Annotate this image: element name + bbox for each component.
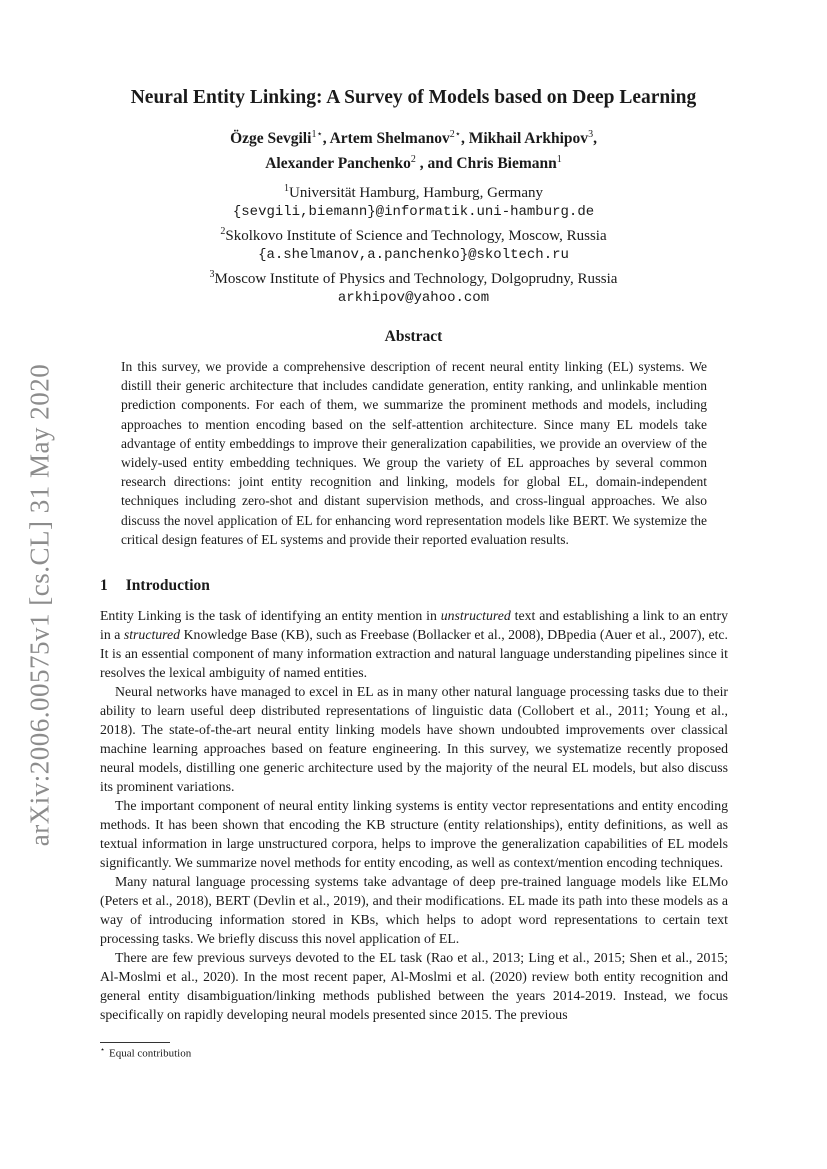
section-heading [100, 577, 210, 595]
arxiv-sidebar-stamp [18, 355, 62, 855]
author-name: Alexander Panchenko [265, 155, 411, 173]
footnote [100, 1045, 191, 1060]
paper-title: Neural Entity Linking: A Survey of Models based on Deep Learning [130, 87, 697, 108]
footnote-rule [100, 1042, 170, 1043]
affiliation-email: {a.shelmanov,a.panchenko}@skoltech.ru [258, 247, 569, 263]
author-mark: 2⋆ [449, 129, 461, 140]
affiliation: $^2$Skolkovo Institute of Science and Technology, Moscow, Russia [220, 226, 607, 244]
author-mark: 1⋆ [311, 129, 323, 140]
section-number: 1 [100, 577, 108, 594]
footnote-text: Equal contribution [109, 1047, 192, 1060]
affiliation-email: arkhipov@yahoo.com [337, 290, 490, 306]
arxiv-id: arXiv:2006.00575v1 [cs.CL] 31 May 2020 [24, 363, 55, 847]
author-list [0, 124, 827, 174]
affiliations [0, 179, 827, 308]
author-mark: 1 [556, 154, 562, 166]
paragraph: The important component of neural entity linking systems is entity vector representations and entity encoding methods. It has been shown that encoding the KB structure (entity relationships), entity definitions, as well as textual information in large unstructured corpora, helps to improve the generalization capabilities of EL models significantly. We summarize novel methods for entity encoding, as well as context/mention encoding techniques. [100, 798, 728, 870]
paragraph: Entity Linking is the task of identifying an entity mention in unstructured text and establishing a link to an entry in a structured Knowledge Base (KB), such as Freebase (Bollacker et al., 2008), DBpedia (Auer et al., 2007), etc. It is an essential component of many information extraction and natural language understanding pipelines since it resolves the lexical ambiguity of named entities. [100, 608, 728, 680]
paragraph: Neural networks have managed to excel in EL as in many other natural language processing tasks due to their ability to learn useful deep distributed representations of linguistic data (Collobert et al., 2011; Young et al., 2018). The state-of-the-art neural entity linking models have shown undoubted improvements over classical machine learning approaches based on feature engineering. In this survey, we systematize recently proposed neural models, distilling one generic architecture used by the majority of the neural EL models, but also discuss its prominent variations. [100, 684, 728, 794]
footnote-mark: ⋆ [100, 1045, 106, 1054]
author-separator: , [593, 130, 597, 148]
author-mark: 3 [588, 129, 594, 140]
abstract-text: In this survey, we provide a comprehensive description of recent neural entity linking (EL) systems. We distill their generic architecture that includes candidate generation, entity ranking, and unlinkable mention prediction components. For each of them, we summarize the prominent methods and models, including approaches to mention encoding based on the self-attention architecture. Since many EL models take advantage of entity embeddings to improve their generalization capabilities, we provide an overview of the widely-used entity embedding techniques. We group the variety of EL approaches by several common research directions: joint entity recognition and linking, models for global EL, domain-independent techniques including zero-shot and distant supervision methods, and cross-lingual approaches. We also discuss the novel application of EL for enhancing word representation models like BERT. We systemize the critical design features of EL systems and provide their reported evaluation results. [121, 359, 707, 547]
author-line-1 [0, 124, 827, 149]
affiliation: $^1$Universität Hamburg, Hamburg, Germany [284, 183, 543, 201]
affiliation-email: {sevgili,biemann}@informatik.uni-hamburg.de [232, 204, 595, 220]
author-conjunction: , and [415, 155, 457, 173]
author-name: Özge Sevgili [230, 130, 312, 148]
paragraph: There are few previous surveys devoted to the EL task (Rao et al., 2013; Ling et al., 2015; Shen et al., 2015; Al-Moslmi et al., 2020). In the most recent paper, Al-Moslmi et al. (2020) review both entity recognition and general entity disambiguation/linking methods published between the years 2014-2019. Instead, we focus specifically on rapidly developing neural models presented since 2015. The previous [100, 950, 728, 1022]
paragraph: Many natural language processing systems take advantage of deep pre-trained language models like ELMo (Peters et al., 2018), BERT (Devlin et al., 2019), and their modifications. EL made its path into these models as a way of introducing information stored in KBs, which helps to adopt word representations to certain text processing tasks. We briefly discuss this novel application of EL. [100, 874, 728, 946]
affiliation: $^3$Moscow Institute of Physics and Technology, Dolgoprudny, Russia [209, 269, 618, 287]
section-title: Introduction [125, 577, 210, 594]
abstract-heading: Abstract [384, 328, 443, 345]
author-separator: , [461, 130, 469, 148]
body-text [100, 606, 728, 1024]
author-line-2 [0, 149, 827, 174]
author-name: Mikhail Arkhipov [468, 130, 589, 148]
author-name: Chris Biemann [456, 155, 557, 173]
author-separator: , [322, 130, 330, 148]
author-name: Artem Shelmanov [329, 130, 450, 148]
author-mark: 2 [410, 154, 416, 166]
